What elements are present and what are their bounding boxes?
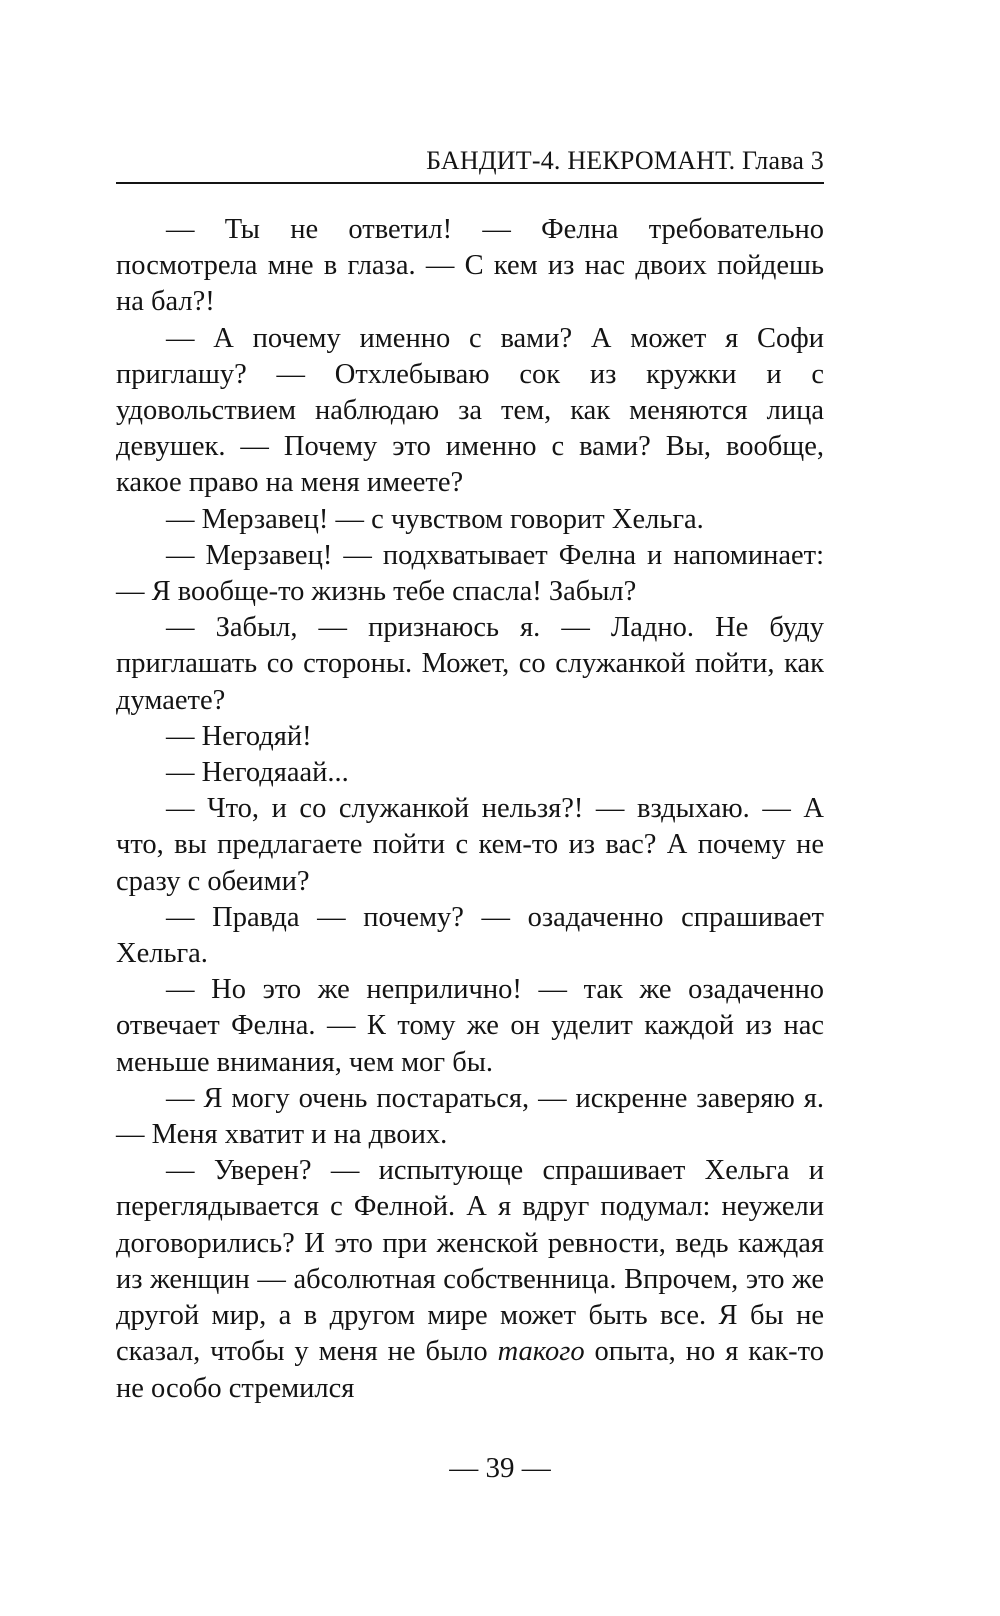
paragraph: — Что, и со служанкой нельзя?! — вздыхаю. — А что, вы предлагаете пойти с кем-то из вас? А почему не сразу с обеими? xyxy=(116,793,824,897)
paragraph: — Забыл, — признаюсь я. — Ладно. Не буду приглашать со стороны. Может, со служанкой пойти, как думаете? xyxy=(116,612,824,716)
emphasized-word: такого xyxy=(497,1336,585,1368)
paragraph: — Мерзавец! — подхватывает Фелна и напоминает: — Я вообще-то жизнь тебе спасла! Забыл? xyxy=(116,539,824,608)
paragraph: — Негодяаай... xyxy=(166,757,349,789)
paragraph-last xyxy=(116,1153,824,1406)
running-header xyxy=(116,140,824,184)
paragraph: — А почему именно с вами? А может я Софи приглашу? — Отхлебываю сок из кружки и с удовольствием наблюдаю за тем, как меняются лица девушек. — Почему это именно с вами? Вы, вообще, какое право на меня имеете? xyxy=(116,322,824,499)
paragraph: — Негодяй! xyxy=(166,720,312,752)
paragraph-text-before: — Уверен? — испытующе спрашивает Хельга и переглядывается с Фелной. А я вдруг подумал: неужели договорились? И это при женской ревности, ведь каждая из женщин — абсолютная собственница. Впрочем, это же другой мир, а в другом мире может быть все. Я бы не сказал, чтобы у меня не было xyxy=(116,1155,824,1368)
paragraph: — Но это же неприлично! — так же озадаченно отвечает Фелна. — К тому же он уделит каждой из нас меньше внимания, чем мог бы. xyxy=(116,974,824,1078)
paragraph: — Я могу очень постараться, — искренне заверяю я. — Меня хватит и на двоих. xyxy=(116,1082,824,1151)
paragraph: — Мерзавец! — с чувством говорит Хельга. xyxy=(166,503,704,535)
paragraph-text-after: опыта, но я как-то не особо стремился xyxy=(116,1336,824,1404)
running-head-title: БАНДИТ-4. НЕКРОМАНТ. Глава 3 xyxy=(426,146,824,175)
paragraph: — Правда — почему? — озадаченно спрашивает Хельга. xyxy=(116,901,824,970)
paragraph: — Ты не ответил! — Фелна требовательно посмотрела мне в глаза. — С кем из нас двоих пойдешь на бал?! xyxy=(116,214,824,318)
body-text xyxy=(116,212,824,1407)
header-rule xyxy=(116,182,824,184)
page-number: — 39 — xyxy=(449,1452,551,1484)
